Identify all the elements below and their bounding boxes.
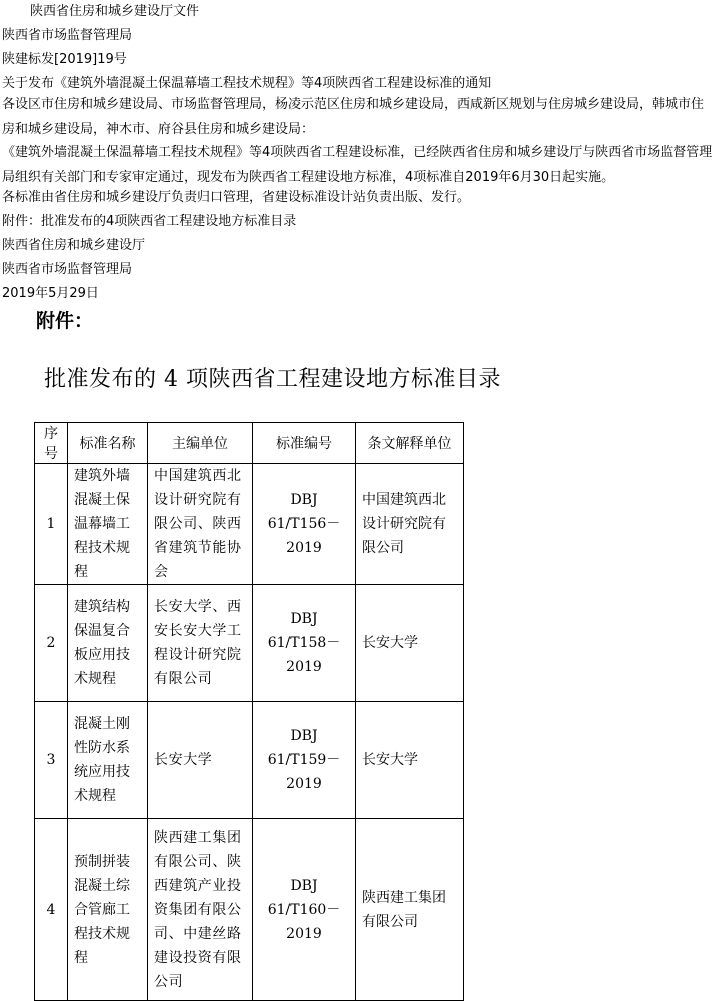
signature-org-2: 陕西省市场监督管理局 [2,262,133,277]
document-number: 陕建标发[2019]19号 [2,52,127,67]
chief-editor-org: 中国建筑西北设计研究院有限公司、陕西省建筑节能协会 [148,464,253,585]
table-row [35,819,464,1001]
interpretation-org: 陕西建工集团有限公司 [356,819,464,1001]
standard-name: 建筑结构保温复合板应用技术规程 [68,585,148,702]
table-row [35,702,464,819]
column-header: 标准名称 [68,423,148,464]
row-number: 1 [35,464,68,585]
standard-code-prefix: DBJ [290,492,318,508]
signature-date: 2019年5月29日 [2,286,99,301]
standard-code-number: 61/T159－2019 [267,752,341,792]
notice-subject: 关于发布《建筑外墙混凝土保温幕墙工程技术规程》等4项陕西省工程建设标准的通知 [2,76,492,91]
standard-name: 预制拼装混凝土综合管廊工程技术规程 [68,819,148,1001]
co-issuer: 陕西省市场监督管理局 [2,28,133,43]
chief-editor-org: 陕西建工集团有限公司、陕西建筑产业投资集团有限公司、中建丝路建设投资有限公司 [148,819,253,1001]
signature-org-1: 陕西省住房和城乡建设厅 [2,238,146,253]
interpretation-org: 长安大学 [356,702,464,819]
table-title: 批准发布的 4 项陕西省工程建设地方标准目录 [44,367,501,392]
interpretation-org: 中国建筑西北设计研究院有限公司 [356,464,464,585]
column-header: 标准编号 [253,423,356,464]
issuer-file-heading: 陕西省住房和城乡建设厅文件 [30,4,200,19]
addressees-paragraph: 各设区市住房和城乡建设局、市场监督管理局，杨凌示范区住房和城乡建设局，西咸新区规划与住房城乡建设局，韩城市住房和城乡建设局，神木市、府谷县住房和城乡建设局： [2,97,705,137]
row-number: 3 [35,702,68,819]
row-number: 2 [35,585,68,702]
attachment-label: 附件： [36,310,94,332]
table-row [35,585,464,702]
table-header-row [35,423,464,464]
standard-code-number: 61/T158－2019 [267,635,341,675]
chief-editor-org: 长安大学 [148,702,253,819]
standard-code-number: 61/T156－2019 [267,516,341,556]
standard-code [253,819,356,1001]
standard-name: 建筑外墙混凝土保温幕墙工程技术规程 [68,464,148,585]
standard-code [253,464,356,585]
column-header: 序号 [35,423,68,464]
standard-code-prefix: DBJ [290,611,318,627]
standard-code-number: 61/T160－2019 [267,901,341,942]
interpretation-org: 长安大学 [356,585,464,702]
table-row [35,464,464,585]
row-number: 4 [35,819,68,1001]
column-header: 条文解释单位 [356,423,464,464]
standards-table [34,422,464,1001]
standard-code-prefix: DBJ [290,877,318,894]
body-paragraph-2: 各标准由省住房和城乡建设厅负责归口管理，省建设标准设计站负责出版、发行。 [2,190,471,205]
attachment-note: 附件：批准发布的4项陕西省工程建设地方标准目录 [2,214,297,229]
body-paragraph-1: 《建筑外墙混凝土保温幕墙工程技术规程》等4项陕西省工程建设标准，已经陕西省住房和城乡建设厅与陕西省市场监督管理局组织有关部门和专家审定通过，现发布为陕西省工程建设地方标准，4项标准自2019年6月30日起实施。 [2,145,713,185]
standard-code [253,585,356,702]
standard-code-prefix: DBJ [290,728,318,744]
column-header: 主编单位 [148,423,253,464]
chief-editor-org: 长安大学、西安长安大学工程设计研究院有限公司 [148,585,253,702]
standard-code [253,702,356,819]
standard-name: 混凝土刚性防水系统应用技术规程 [68,702,148,819]
